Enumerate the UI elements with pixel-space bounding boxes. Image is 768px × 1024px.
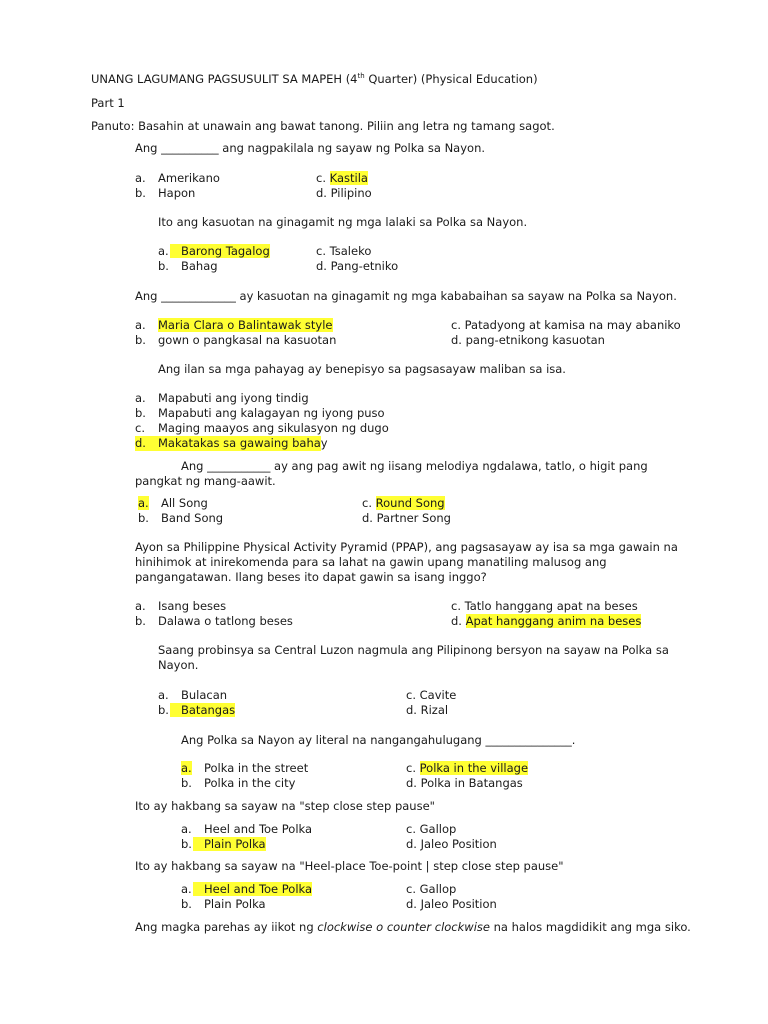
q9-choice-a-label: a. xyxy=(181,822,192,836)
q6-choice-c: c. Tatlo hanggang apat na beses xyxy=(451,599,638,613)
q7-choice-d: d. Rizal xyxy=(406,703,449,717)
q3-choice-b: gown o pangkasal na kasuotan xyxy=(158,333,337,347)
q8-choice-a-label xyxy=(181,761,192,776)
question-8: Ang Polka sa Nayon ay literal na nangangahulugang _______________. xyxy=(181,733,576,747)
q1-choice-b-label: b. xyxy=(135,186,146,200)
question-5-line-1: Ang ___________ ay ang pag awit ng iisang melodiya ngdalawa, tatlo, o higit pang xyxy=(181,459,648,473)
q1-choice-b: Hapon xyxy=(158,186,196,200)
q9-choice-b xyxy=(193,837,266,852)
q7-choice-c: c. Cavite xyxy=(406,688,457,702)
instructions: Panuto: Basahin at unawain ang bawat tanong. Piliin ang letra ng tamang sagot. xyxy=(91,119,555,133)
q1-choice-a-label: a. xyxy=(135,171,146,185)
q6-choice-a-label: a. xyxy=(135,599,146,613)
question-10: Ito ay hakbang sa sayaw na "Heel-place Toe-point | step close step pause" xyxy=(135,859,564,873)
question-11: Ang magka parehas ay iikot ng clockwise o counter clockwise na halos magdidikit ang mga siko. xyxy=(135,920,691,934)
question-2: Ito ang kasuotan na ginagamit ng mga lalaki sa Polka sa Nayon. xyxy=(158,215,528,229)
part-label: Part 1 xyxy=(91,96,125,110)
q4-choice-b: Mapabuti ang kalagayan ng iyong puso xyxy=(158,406,385,420)
q2-choice-a-label: a. xyxy=(158,244,169,258)
q7-choice-a-label: a. xyxy=(158,688,169,702)
answer-highlight: a. xyxy=(138,496,149,510)
q8-choice-d: d. Polka in Batangas xyxy=(406,776,523,790)
question-6-line-3: pangangatawan. Ilang beses ito dapat gawin sa isang inggo? xyxy=(135,570,487,584)
q9-choice-b-label: b. xyxy=(181,837,192,851)
q1-choice-d: d. Pilipino xyxy=(316,186,372,200)
document-title: UNANG LAGUMANG PAGSUSULIT SA MAPEH (4th Quarter) (Physical Education) xyxy=(91,72,538,86)
answer-highlight: Apat hanggang anim na beses xyxy=(465,614,642,628)
q8-choice-c: c. Polka in the village xyxy=(406,761,529,775)
q3-choice-c: c. Patadyong at kamisa na may abaniko xyxy=(451,318,681,332)
question-5-line-2: pangkat ng mang-aawit. xyxy=(135,474,276,488)
answer-highlight: Plain Polka xyxy=(193,837,266,851)
q10-choice-a-label: a. xyxy=(181,882,192,896)
q6-choice-a: Isang beses xyxy=(158,599,227,613)
question-7-line-1: Saang probinsya sa Central Luzon nagmula ang Pilipinong bersyon na sayaw na Polka sa xyxy=(158,643,669,657)
q6-choice-b-label: b. xyxy=(135,614,146,628)
answer-highlight: Round Song xyxy=(375,496,445,510)
q10-choice-a xyxy=(193,882,312,897)
q5-choice-a-label xyxy=(138,496,149,511)
question-9: Ito ay hakbang sa sayaw na "step close step pause" xyxy=(135,799,435,813)
q10-choice-c: c. Gallop xyxy=(406,882,457,896)
q10-choice-d: d. Jaleo Position xyxy=(406,897,497,911)
q5-choice-b-label: b. xyxy=(138,511,149,525)
q7-choice-b xyxy=(170,703,235,718)
answer-highlight: Maria Clara o Balintawak style xyxy=(158,318,333,332)
q2-choice-d: d. Pang-etniko xyxy=(316,259,399,273)
answer-highlight: Polka in the village xyxy=(419,761,529,775)
q4-choice-c-label: c. xyxy=(135,421,145,435)
q3-choice-a xyxy=(158,318,333,333)
q1-choice-c: c. Kastila xyxy=(316,171,368,185)
question-6-line-2: hinihimok at inirekomenda para sa lahat na gawin upang manatiling malusog ang xyxy=(135,555,607,569)
q4-choice-a: Mapabuti ang iyong tindig xyxy=(158,391,309,405)
q7-choice-b-label: b. xyxy=(158,703,169,717)
q10-choice-b-label: b. xyxy=(181,897,192,911)
q8-choice-b: Polka in the city xyxy=(204,776,296,790)
q4-choice-a-label: a. xyxy=(135,391,146,405)
answer-highlight: a. xyxy=(181,761,192,775)
q8-choice-a: Polka in the street xyxy=(204,761,309,775)
answer-highlight: Heel and Toe Polka xyxy=(193,882,312,896)
q1-choice-a: Amerikano xyxy=(158,171,220,185)
q9-choice-a: Heel and Toe Polka xyxy=(204,822,313,836)
q4-choice-b-label: b. xyxy=(135,406,146,420)
q6-choice-b: Dalawa o tatlong beses xyxy=(158,614,293,628)
q7-choice-a: Bulacan xyxy=(181,688,228,702)
q4-choice-c: Maging maayos ang sikulasyon ng dugo xyxy=(158,421,389,435)
q2-choice-b-label: b. xyxy=(158,259,169,273)
question-4: Ang ilan sa mga pahayag ay benepisyo sa pagsasayaw maliban sa isa. xyxy=(158,362,566,376)
q9-choice-c: c. Gallop xyxy=(406,822,457,836)
q5-choice-b: Band Song xyxy=(161,511,224,525)
q10-choice-b: Plain Polka xyxy=(204,897,266,911)
question-1: Ang __________ ang nagpakilala ng sayaw ng Polka sa Nayon. xyxy=(135,141,486,155)
q3-choice-d: d. pang-etnikong kasuotan xyxy=(451,333,605,347)
q5-choice-a: All Song xyxy=(161,496,208,510)
q2-choice-a xyxy=(170,244,270,259)
q2-choice-c: c. Tsaleko xyxy=(316,244,372,258)
question-6-line-1: Ayon sa Philippine Physical Activity Pyramid (PPAP), ang pagsasayaw ay isa sa mga gawain na xyxy=(135,540,678,554)
answer-highlight: Batangas xyxy=(170,703,235,717)
q6-choice-d: d. Apat hanggang anim na beses xyxy=(451,614,642,628)
q4-choice-d: d. Makatakas sa gawaing bahay xyxy=(135,436,328,450)
q8-choice-b-label: b. xyxy=(181,776,192,790)
q9-choice-d: d. Jaleo Position xyxy=(406,837,497,851)
q3-choice-b-label: b. xyxy=(135,333,146,347)
question-3: Ang _____________ ay kasuotan na ginagamit ng mga kababaihan sa sayaw na Polka sa Nayon. xyxy=(135,289,677,303)
answer-highlight: Kastila xyxy=(329,171,368,185)
question-7-line-2: Nayon. xyxy=(158,658,199,672)
q5-choice-d: d. Partner Song xyxy=(362,511,451,525)
q5-choice-c: c. Round Song xyxy=(362,496,445,510)
answer-highlight: Barong Tagalog xyxy=(170,244,270,258)
q3-choice-a-label: a. xyxy=(135,318,146,332)
q2-choice-b: Bahag xyxy=(181,259,218,273)
